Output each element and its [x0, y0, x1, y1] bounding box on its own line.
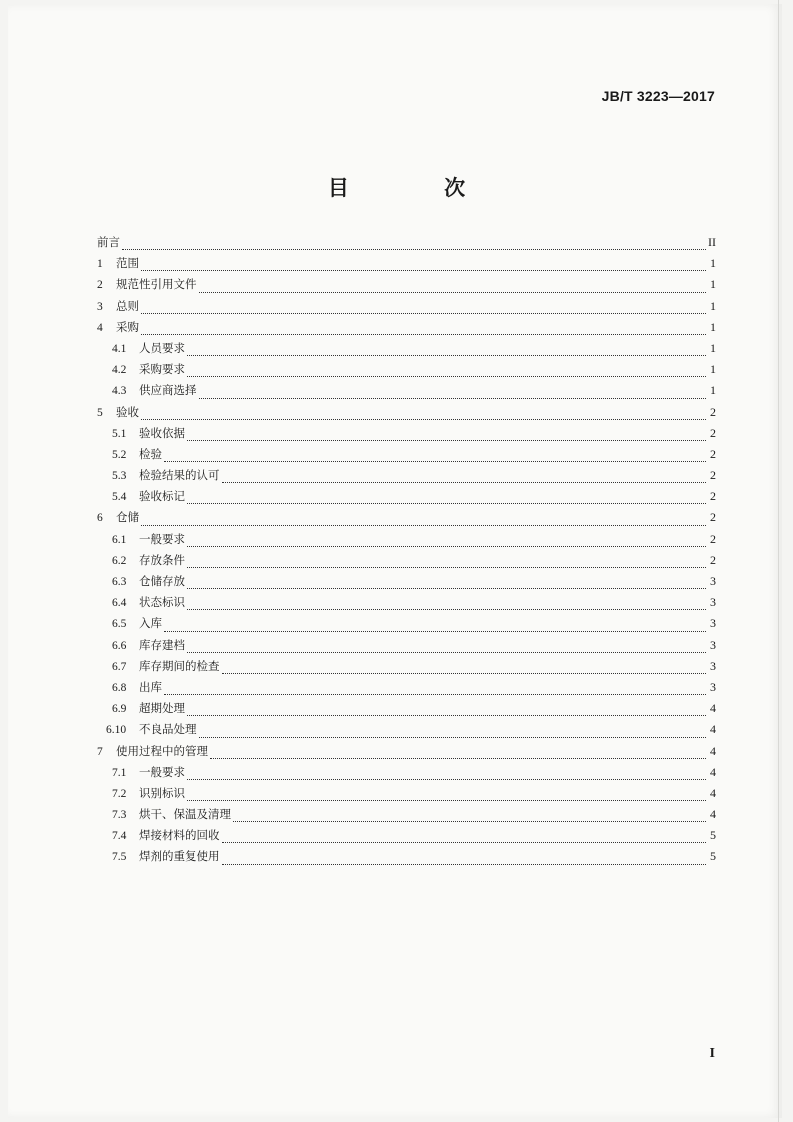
- toc-dot-leader: [187, 354, 706, 356]
- toc-entry-page: 3: [710, 595, 716, 610]
- toc-dot-leader: [187, 608, 706, 610]
- toc-entry-page: 1: [710, 298, 716, 313]
- toc-entry-label: 状态标识: [139, 595, 185, 610]
- page-edge-shadow: [778, 0, 779, 1122]
- toc-entry-label: 规范性引用文件: [116, 277, 197, 292]
- toc-entry-page: 4: [710, 701, 716, 716]
- toc-entry-number: 5.3: [112, 470, 127, 483]
- toc-entry-page: 4: [710, 722, 716, 737]
- toc-entry-page: 2: [710, 510, 716, 525]
- toc-entry-number: 4.3: [112, 385, 127, 398]
- toc-entry[interactable]: [97, 359, 716, 380]
- toc-entry-page: 4: [710, 764, 716, 779]
- toc-entry[interactable]: [97, 762, 716, 783]
- toc-dot-leader: [187, 375, 706, 377]
- toc-entry[interactable]: [97, 274, 716, 295]
- toc-entry-label: 仓储存放: [139, 574, 185, 588]
- toc-entry-number: 2: [97, 279, 103, 292]
- toc-entry[interactable]: [97, 232, 716, 253]
- toc-entry-page: 5: [710, 849, 716, 864]
- toc-entry-page: 1: [710, 277, 716, 292]
- toc-entry-label: 焊接材料的回收: [139, 828, 220, 843]
- toc-dot-leader: [187, 714, 706, 716]
- toc-entry[interactable]: [97, 296, 716, 317]
- toc-entry-page: 2: [710, 552, 716, 567]
- toc-entry[interactable]: [97, 423, 716, 444]
- toc-entry-label: 一般要求: [139, 531, 185, 546]
- toc-entry-number: 5.4: [112, 491, 127, 504]
- toc-entry-number: 4.1: [112, 342, 127, 355]
- toc-entry[interactable]: [97, 550, 716, 571]
- toc-entry-number: 6: [97, 512, 103, 525]
- toc-dot-leader: [199, 397, 707, 399]
- toc-dot-leader: [164, 460, 706, 462]
- toc-entry[interactable]: [97, 253, 716, 274]
- toc-dot-leader: [187, 587, 706, 589]
- toc-entry-page: 2: [710, 468, 716, 483]
- toc-entry-number: 6.1: [112, 533, 127, 546]
- toc-entry-page: II: [708, 235, 716, 249]
- toc-dot-leader: [122, 248, 706, 250]
- toc-dot-leader: [187, 545, 706, 547]
- toc-dot-leader: [141, 524, 706, 526]
- toc-entry-label: 出库: [139, 679, 162, 694]
- toc-entry[interactable]: [97, 338, 716, 359]
- toc-entry[interactable]: [97, 635, 716, 656]
- toc-entry-label: 供应商选择: [139, 383, 197, 398]
- toc-entry-label: 入库: [139, 616, 162, 631]
- toc-entry-number: 3: [97, 300, 103, 313]
- toc-entry[interactable]: [97, 846, 716, 867]
- page-title: 目 次: [327, 176, 510, 200]
- toc-dot-leader: [187, 439, 706, 441]
- toc-entry-page: 3: [710, 616, 716, 631]
- toc-entry-label: 库存建档: [139, 637, 185, 652]
- toc-entry-number: 6.7: [112, 660, 127, 673]
- toc-dot-leader: [222, 481, 707, 483]
- toc-entry[interactable]: [97, 592, 716, 613]
- toc-entry-label: 检验: [139, 446, 162, 461]
- toc-entry[interactable]: [97, 698, 716, 719]
- toc-entry-label: 使用过程中的管理: [116, 743, 208, 758]
- toc-entry-page: 2: [710, 531, 716, 546]
- toc-entry-number: 5: [97, 406, 103, 419]
- toc-entry-page: 3: [710, 637, 716, 652]
- toc-entry-number: 4.2: [112, 364, 127, 377]
- toc-entry[interactable]: [97, 783, 716, 804]
- toc-entry-number: 4: [97, 321, 103, 334]
- toc-entry[interactable]: [97, 571, 716, 592]
- toc-dot-leader: [187, 799, 706, 801]
- toc-entry-number: 1: [97, 258, 103, 271]
- toc-entry-label: 采购: [116, 319, 139, 334]
- toc-dot-leader: [222, 672, 707, 674]
- toc-entry-number: 6.3: [112, 576, 127, 588]
- toc-entry-page: 5: [710, 828, 716, 843]
- toc-dot-leader: [222, 863, 707, 865]
- toc-entry-number: 5.1: [112, 427, 127, 440]
- toc-entry[interactable]: [97, 613, 716, 634]
- toc-dot-leader: [187, 502, 706, 504]
- toc-entry-page: 4: [710, 743, 716, 758]
- toc-dot-leader: [233, 820, 706, 822]
- toc-entry[interactable]: [97, 529, 716, 550]
- toc-dot-leader: [210, 757, 706, 759]
- toc-entry-label: 烘干、保温及清理: [139, 807, 231, 822]
- toc-dot-leader: [199, 291, 707, 293]
- toc-entry-page: 3: [710, 658, 716, 673]
- toc-entry[interactable]: [97, 465, 716, 486]
- toc-entry-page: 4: [710, 785, 716, 800]
- toc-dot-leader: [222, 841, 707, 843]
- toc-dot-leader: [199, 736, 707, 738]
- toc-entry-label: 检验结果的认可: [139, 468, 220, 483]
- toc-dot-leader: [187, 566, 706, 568]
- toc-entry-page: 2: [710, 489, 716, 504]
- toc-entry-page: 1: [710, 383, 716, 398]
- toc-entry[interactable]: [97, 741, 716, 762]
- toc-entry[interactable]: [97, 677, 716, 698]
- toc-entry-number: 6.6: [112, 639, 127, 652]
- toc-entry[interactable]: [97, 825, 716, 846]
- toc-entry-page: 1: [710, 256, 716, 271]
- toc-entry-number: 7.1: [112, 766, 127, 779]
- toc-entry-number: 5.2: [112, 448, 127, 461]
- toc-entry-page: 1: [710, 319, 716, 334]
- toc-entry[interactable]: [97, 804, 716, 825]
- toc-entry-page: 1: [710, 362, 716, 377]
- toc-entry-page: 1: [710, 340, 716, 355]
- toc-entry-page: 3: [710, 679, 716, 694]
- toc-entry-number: 7.4: [112, 830, 127, 843]
- toc-entry[interactable]: [97, 402, 716, 423]
- toc-dot-leader: [164, 693, 706, 695]
- toc-entry-number: 6.5: [112, 618, 127, 631]
- toc-entry[interactable]: [97, 507, 716, 528]
- toc-dot-leader: [141, 269, 706, 271]
- toc-entry-number: 7.2: [112, 787, 127, 800]
- toc-entry-page: 3: [710, 574, 716, 588]
- toc-entry[interactable]: [97, 380, 716, 401]
- toc-entry-label: 超期处理: [139, 701, 185, 716]
- toc-entry-number: 6.9: [112, 703, 127, 716]
- toc-entry-number: 6.4: [112, 597, 127, 610]
- toc-entry-label: 验收依据: [139, 425, 185, 440]
- toc-entry-number: 6.10: [106, 724, 127, 737]
- toc-entry-page: 2: [710, 425, 716, 440]
- toc-entry[interactable]: [97, 486, 716, 507]
- toc-entry-label: 仓储: [116, 510, 139, 525]
- table-of-contents: [97, 232, 716, 868]
- toc-entry-label: 存放条件: [139, 552, 185, 567]
- toc-entry-number: 6.2: [112, 554, 127, 567]
- toc-dot-leader: [187, 778, 706, 780]
- toc-dot-leader: [141, 418, 706, 420]
- toc-entry[interactable]: [97, 656, 716, 677]
- toc-entry[interactable]: [97, 719, 716, 740]
- toc-entry-label: 人员要求: [139, 340, 185, 355]
- toc-dot-leader: [141, 312, 706, 314]
- toc-entry-label: 总则: [116, 298, 139, 313]
- toc-entry-page: 4: [710, 807, 716, 822]
- toc-dot-leader: [141, 333, 706, 335]
- toc-entry-number: 7.5: [112, 851, 127, 864]
- toc-entry-label: 焊剂的重复使用: [139, 849, 220, 864]
- toc-dot-leader: [164, 630, 706, 632]
- document-code: JB/T 3223—2017: [601, 88, 715, 104]
- toc-entry-label: 范围: [116, 256, 139, 271]
- toc-entry-number: 7.3: [112, 809, 127, 822]
- toc-entry-label: 不良品处理: [139, 722, 197, 737]
- toc-entry-label: 库存期间的检查: [139, 658, 220, 673]
- toc-entry-label: 前言: [97, 235, 120, 249]
- toc-entry[interactable]: [97, 444, 716, 465]
- page-number: I: [709, 1046, 715, 1061]
- toc-entry-label: 验收标记: [139, 489, 185, 504]
- toc-dot-leader: [187, 651, 706, 653]
- toc-entry-number: 6.8: [112, 681, 127, 694]
- toc-entry-label: 验收: [116, 404, 139, 419]
- toc-entry-label: 采购要求: [139, 362, 185, 377]
- toc-entry-page: 2: [710, 446, 716, 461]
- toc-entry-page: 2: [710, 404, 716, 419]
- toc-entry-label: 识别标识: [139, 785, 185, 800]
- toc-entry-number: 7: [97, 745, 103, 758]
- toc-entry[interactable]: [97, 317, 716, 338]
- toc-entry-label: 一般要求: [139, 764, 185, 779]
